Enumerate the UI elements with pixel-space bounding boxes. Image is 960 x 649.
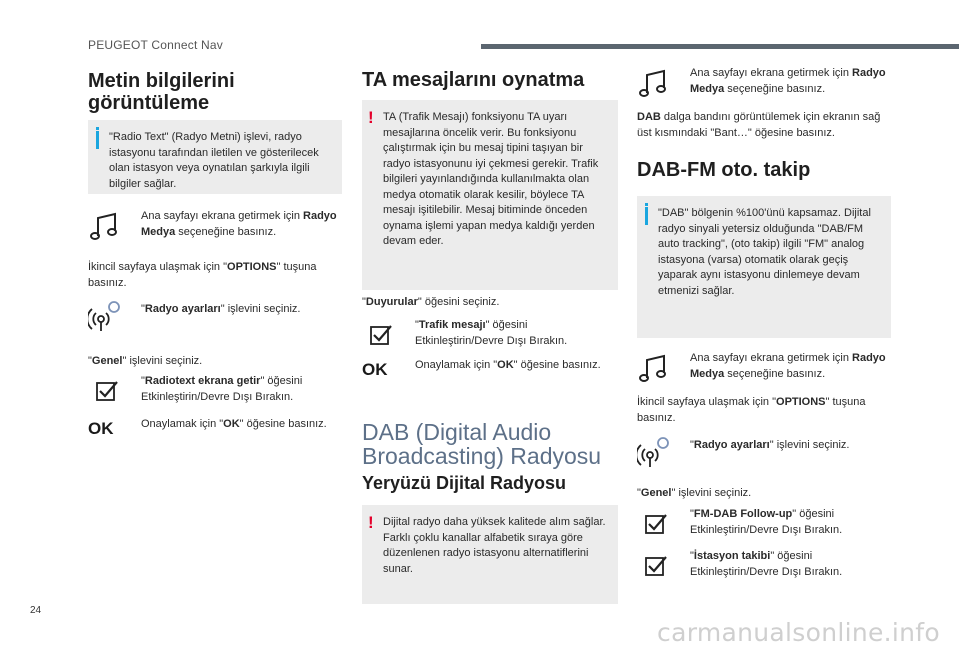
text-bold: OK	[497, 359, 514, 371]
text-post: " tuşuna basınız.	[637, 396, 866, 424]
text-bold: OK	[223, 418, 240, 430]
text-pre: Ana sayfayı ekrana getirmek için	[690, 352, 853, 364]
text-bold: Radyo ayarları	[144, 303, 221, 315]
text-bold: Trafik mesajı	[418, 319, 486, 331]
paragraph-options	[637, 395, 893, 426]
step-text	[690, 507, 890, 538]
text-post: " öğesini seçiniz.	[417, 296, 500, 308]
warning-note	[362, 100, 618, 290]
step-radio-media	[88, 209, 342, 243]
step-fm-dab-toggle	[637, 507, 893, 541]
step-text	[141, 209, 341, 240]
text-pre: İkincil sayfaya ulaşmak için "	[637, 396, 777, 408]
text-bold: Radiotext ekrana getir	[144, 375, 261, 387]
text-post: " işlevini seçiniz.	[769, 439, 850, 451]
text-post: seçeneğine basınız.	[175, 225, 277, 238]
step-radio-media	[637, 66, 893, 100]
text-bold: Genel	[640, 487, 672, 499]
music-note-icon	[637, 351, 671, 385]
text-bold: Genel	[91, 355, 123, 367]
text-bold: DAB	[637, 111, 661, 123]
step-text	[690, 66, 890, 97]
step-radio-media	[637, 351, 893, 385]
text-post: " işlevini seçiniz.	[671, 487, 752, 499]
text-post: " öğesine basınız.	[513, 359, 601, 371]
step-text	[141, 417, 341, 433]
text-pre: "	[690, 508, 694, 520]
subsection-title-digital-radio: Yeryüzü Dijital Radyosu	[362, 473, 567, 493]
info-icon	[645, 207, 648, 225]
text-pre: "	[690, 550, 694, 562]
info-icon	[96, 131, 99, 149]
text-post: " işlevini seçiniz.	[122, 355, 203, 367]
text-pre: "	[362, 296, 366, 308]
text-post: " öğesini Etkinleştirin/Devre Dışı Bırakın.	[415, 319, 568, 347]
text-bold: Radyo Medya	[141, 210, 337, 238]
checkbox-icon	[637, 549, 671, 583]
ok-icon: OK	[88, 419, 114, 438]
text-post: seçeneğine basınız.	[724, 367, 826, 380]
step-radio-settings	[88, 298, 342, 332]
step-text	[690, 351, 890, 382]
radio-settings-icon	[88, 298, 122, 332]
step-radiotext-toggle	[88, 374, 342, 408]
step-traffic-toggle	[362, 318, 618, 352]
section-title-text-info: Metin bilgilerini görüntüleme	[88, 70, 235, 114]
section-title-dab-fm: DAB-FM oto. takip	[637, 159, 811, 181]
text-pre: "	[690, 439, 694, 451]
text-post: " öğesine basınız.	[239, 418, 327, 430]
step-radio-settings	[637, 434, 893, 468]
text-post: " işlevini seçiniz.	[220, 303, 301, 315]
checkbox-icon	[88, 374, 122, 408]
text-bold: Duyurular	[365, 296, 418, 308]
text-post: " öğesini Etkinleştirin/Devre Dışı Bırakın.	[141, 375, 303, 403]
paragraph-general	[637, 486, 893, 502]
header-title: PEUGEOT Connect Nav	[88, 38, 223, 52]
text-pre: "	[141, 375, 145, 387]
info-note	[88, 120, 342, 194]
warning-note-text: Dijital radyo daha yüksek kalitede alım sağlar. Farklı çoklu kanallar alfabetik sıraya göre düzenlenen radyo istasyonu alternatiflerini sunar.	[383, 516, 606, 575]
header-bar	[481, 44, 959, 49]
page-number: 24	[30, 605, 42, 616]
paragraph-dab-band	[637, 110, 893, 141]
warning-note-text: TA (Trafik Mesajı) fonksiyonu TA uyarı mesajlarına öncelik verir. Bu fonksiyonu çalıştırmak için bu mesaj tipini taşıyan bir radyo istasyonunu iyi çekmesi gerekir. Trafik bilgileri yayınlandığında kullanılmakta olan medya otomatik olarak kesilir, böylece TA mesajı işitilebilir. Mesaj bitiminde önceden oynama işlemi yapan medya kaldığı yerden devam eder.	[383, 111, 599, 247]
text-post: " öğesini Etkinleştirin/Devre Dışı Bırakın.	[690, 508, 843, 536]
info-note-text: "Radio Text" (Radyo Metni) işlevi, radyo istasyonu tarafından iletilen ve gösterilecek olan istasyon veya oynatılan şarkıyla ilgili bilgiler sağlar.	[109, 131, 319, 190]
text-pre: "	[88, 355, 92, 367]
step-text	[141, 374, 341, 405]
step-confirm	[362, 358, 618, 392]
paragraph-announcements	[362, 295, 618, 311]
music-note-icon	[637, 66, 671, 100]
music-note-icon	[88, 209, 122, 243]
step-text	[690, 549, 890, 580]
text-bold: OPTIONS	[227, 261, 277, 273]
checkbox-icon	[362, 318, 396, 352]
ok-icon: OK	[362, 360, 388, 379]
info-note-text: "DAB" bölgenin %100'ünü kapsamaz. Dijital radyo sinyali yetersiz olduğunda "DAB/FM auto tracking", (oto takip) ilgili "FM" analog istasyona (varsa) otomatik olarak geçiş yaparak aynı istasyonu dinlemeye devam etmenizi sağlar.	[658, 207, 871, 297]
checkbox-icon	[637, 507, 671, 541]
paragraph-general	[88, 354, 342, 370]
text-bold: Radyo ayarları	[693, 439, 770, 451]
step-text	[141, 302, 341, 318]
text-pre: Ana sayfayı ekrana getirmek için	[141, 210, 304, 222]
text-pre: "	[141, 303, 145, 315]
text-pre: Onaylamak için "	[141, 418, 224, 430]
warning-note	[362, 505, 618, 604]
text-post: dalga bandını görüntülemek için ekranın sağ üst kısmındaki "Bant…" öğesine basınız.	[637, 111, 881, 139]
text-post: " öğesini Etkinleştirin/Devre Dışı Bırakın.	[690, 550, 843, 578]
step-text	[415, 358, 615, 374]
radio-settings-icon	[637, 434, 671, 468]
step-text	[415, 318, 615, 349]
text-bold: OPTIONS	[776, 396, 826, 408]
step-confirm	[88, 417, 342, 451]
section-title-ta: TA mesajlarını oynatma	[362, 69, 585, 91]
text-pre: Onaylamak için "	[415, 359, 498, 371]
text-pre: İkincil sayfaya ulaşmak için "	[88, 261, 228, 273]
text-pre: Ana sayfayı ekrana getirmek için	[690, 67, 853, 79]
text-bold: FM-DAB Follow-up	[693, 508, 793, 520]
text-bold: Radyo Medya	[690, 352, 886, 380]
text-post: seçeneğine basınız.	[724, 82, 826, 95]
watermark: carmanualsonline.info	[657, 618, 940, 647]
text-bold: İstasyon takibi	[693, 550, 771, 562]
text-pre: "	[637, 487, 641, 499]
info-note	[637, 196, 891, 338]
step-text	[690, 438, 890, 454]
text-post: " tuşuna basınız.	[88, 261, 317, 289]
dab-title: DAB (Digital Audio Broadcasting) Radyosu	[362, 419, 602, 469]
paragraph-options	[88, 260, 342, 291]
text-pre: "	[415, 319, 419, 331]
step-station-follow-toggle	[637, 549, 893, 583]
warning-icon: !	[368, 108, 374, 127]
text-bold: Radyo Medya	[690, 67, 886, 95]
warning-icon: !	[368, 513, 374, 532]
